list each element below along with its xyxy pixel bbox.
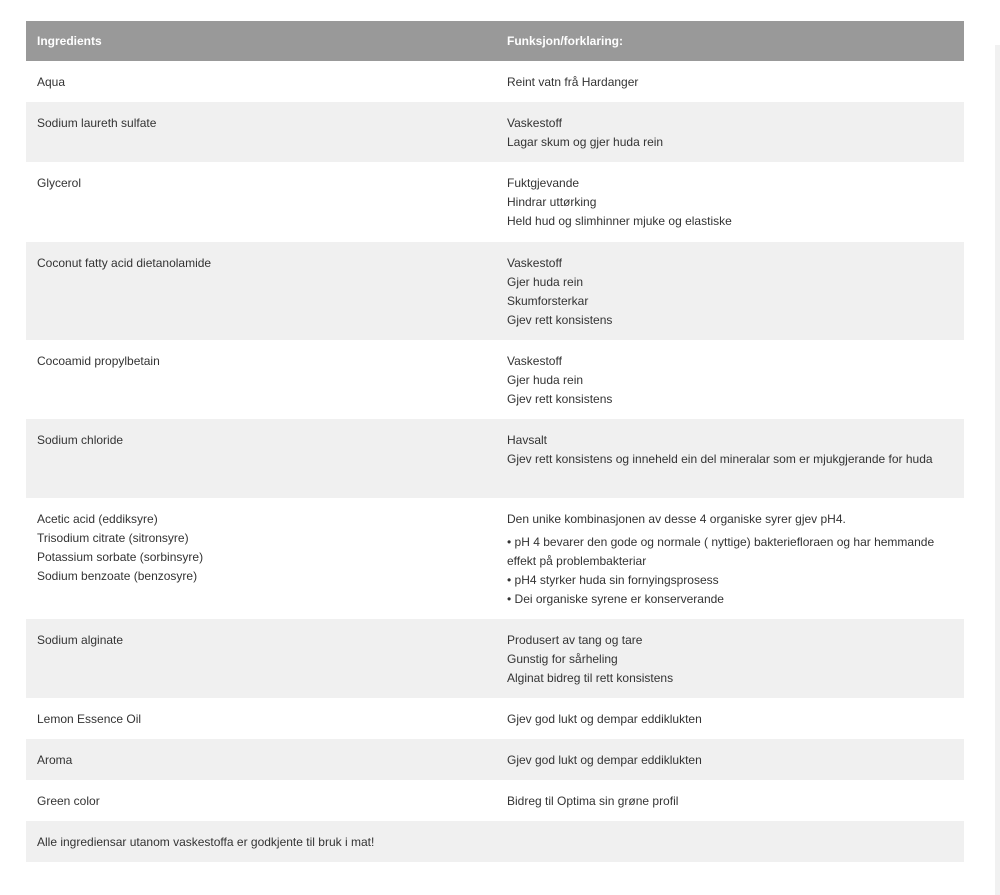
ingredient-name: Glycerol bbox=[37, 176, 82, 190]
ingredient-name: Sodium alginate bbox=[37, 633, 124, 647]
function-cell bbox=[496, 780, 964, 821]
ingredient-name: Sodium laureth sulfate bbox=[37, 116, 157, 130]
ingredient-cell bbox=[26, 739, 496, 780]
function-line: Reint vatn frå Hardanger bbox=[507, 75, 639, 89]
table-header-row bbox=[26, 21, 964, 61]
ingredient-name: Potassium sorbate (sorbinsyre) bbox=[37, 550, 204, 564]
function-cell bbox=[496, 821, 964, 862]
ingredient-name: Trisodium citrate (sitronsyre) bbox=[37, 531, 189, 545]
table-row bbox=[26, 821, 964, 862]
ingredient-name: Aqua bbox=[37, 75, 66, 89]
table-row bbox=[26, 498, 964, 619]
function-line: Gjer huda rein bbox=[507, 275, 584, 289]
table-row bbox=[26, 102, 964, 162]
function-line: Skumforsterkar bbox=[507, 294, 589, 308]
table-row bbox=[26, 419, 964, 498]
function-line: Gjev god lukt og dempar eddiklukten bbox=[507, 712, 702, 726]
function-cell bbox=[496, 61, 964, 102]
function-bullet: • Dei organiske syrene er konserverande bbox=[507, 592, 724, 606]
ingredient-name: Sodium chloride bbox=[37, 433, 124, 447]
function-line: Held hud og slimhinner mjuke og elastiske bbox=[507, 214, 732, 228]
function-line: Gjev rett konsistens bbox=[507, 392, 613, 406]
function-line: Gjer huda rein bbox=[507, 373, 584, 387]
ingredient-name: Sodium benzoate (benzosyre) bbox=[37, 569, 198, 583]
table-row bbox=[26, 340, 964, 419]
function-intro: Den unike kombinasjonen av desse 4 organiske syrer gjev pH4. bbox=[507, 512, 846, 526]
ingredient-cell bbox=[26, 698, 496, 739]
function-bullet: • pH 4 bevarer den gode og normale ( nyttige) bakteriefloraen og har hemmande effekt på problembakteriar bbox=[507, 535, 935, 568]
function-line: Vaskestoff bbox=[507, 116, 562, 130]
ingredient-cell bbox=[26, 498, 496, 619]
table-row bbox=[26, 162, 964, 242]
function-cell bbox=[496, 698, 964, 739]
ingredient-name: Lemon Essence Oil bbox=[37, 712, 142, 726]
function-cell bbox=[496, 242, 964, 340]
ingredient-cell bbox=[26, 61, 496, 102]
table-row bbox=[26, 619, 964, 698]
function-cell bbox=[496, 340, 964, 419]
ingredient-cell bbox=[26, 102, 496, 162]
header-function: Funksjon/forklaring: bbox=[496, 21, 964, 61]
function-line: Havsalt bbox=[507, 433, 548, 447]
function-bullet: • pH4 styrker huda sin fornyingsprosess bbox=[507, 573, 719, 587]
ingredient-name: Coconut fatty acid dietanolamide bbox=[37, 256, 212, 270]
footnote-text: Alle ingrediensar utanom vaskestoffa er godkjente til bruk i mat! bbox=[37, 835, 375, 849]
ingredient-cell bbox=[26, 780, 496, 821]
table-row bbox=[26, 242, 964, 340]
function-line: Hindrar uttørking bbox=[507, 195, 597, 209]
function-line: Vaskestoff bbox=[507, 354, 562, 368]
table-row bbox=[26, 780, 964, 821]
function-line: Gjev rett konsistens bbox=[507, 313, 613, 327]
function-cell bbox=[496, 619, 964, 698]
ingredient-cell bbox=[26, 419, 496, 498]
function-line: Produsert av tang og tare bbox=[507, 633, 643, 647]
function-line: Gjev rett konsistens og inneheld ein del mineralar som er mjukgjerande for huda bbox=[507, 452, 933, 466]
table-row bbox=[26, 698, 964, 739]
ingredient-name: Acetic acid (eddiksyre) bbox=[37, 512, 158, 526]
header-ingredients: Ingredients bbox=[26, 21, 496, 61]
ingredient-cell bbox=[26, 162, 496, 242]
function-line: Fuktgjevande bbox=[507, 176, 580, 190]
ingredient-cell bbox=[26, 619, 496, 698]
ingredient-cell bbox=[26, 242, 496, 340]
footnote-cell bbox=[26, 821, 496, 862]
function-cell bbox=[496, 498, 964, 619]
function-line: Gunstig for sårheling bbox=[507, 652, 618, 666]
table-row bbox=[26, 739, 964, 780]
function-line: Vaskestoff bbox=[507, 256, 562, 270]
function-cell bbox=[496, 102, 964, 162]
table-row bbox=[26, 61, 964, 102]
ingredients-table bbox=[26, 21, 964, 862]
scrollbar-track[interactable] bbox=[995, 45, 1000, 895]
ingredient-cell bbox=[26, 340, 496, 419]
function-line: Bidreg til Optima sin grøne profil bbox=[507, 794, 679, 808]
ingredient-name: Aroma bbox=[37, 753, 73, 767]
function-line: Lagar skum og gjer huda rein bbox=[507, 135, 664, 149]
ingredient-name: Green color bbox=[37, 794, 100, 808]
function-cell bbox=[496, 739, 964, 780]
ingredient-name: Cocoamid propylbetain bbox=[37, 354, 160, 368]
function-line: Gjev god lukt og dempar eddiklukten bbox=[507, 753, 702, 767]
function-cell bbox=[496, 162, 964, 242]
function-line: Alginat bidreg til rett konsistens bbox=[507, 671, 674, 685]
function-cell bbox=[496, 419, 964, 498]
